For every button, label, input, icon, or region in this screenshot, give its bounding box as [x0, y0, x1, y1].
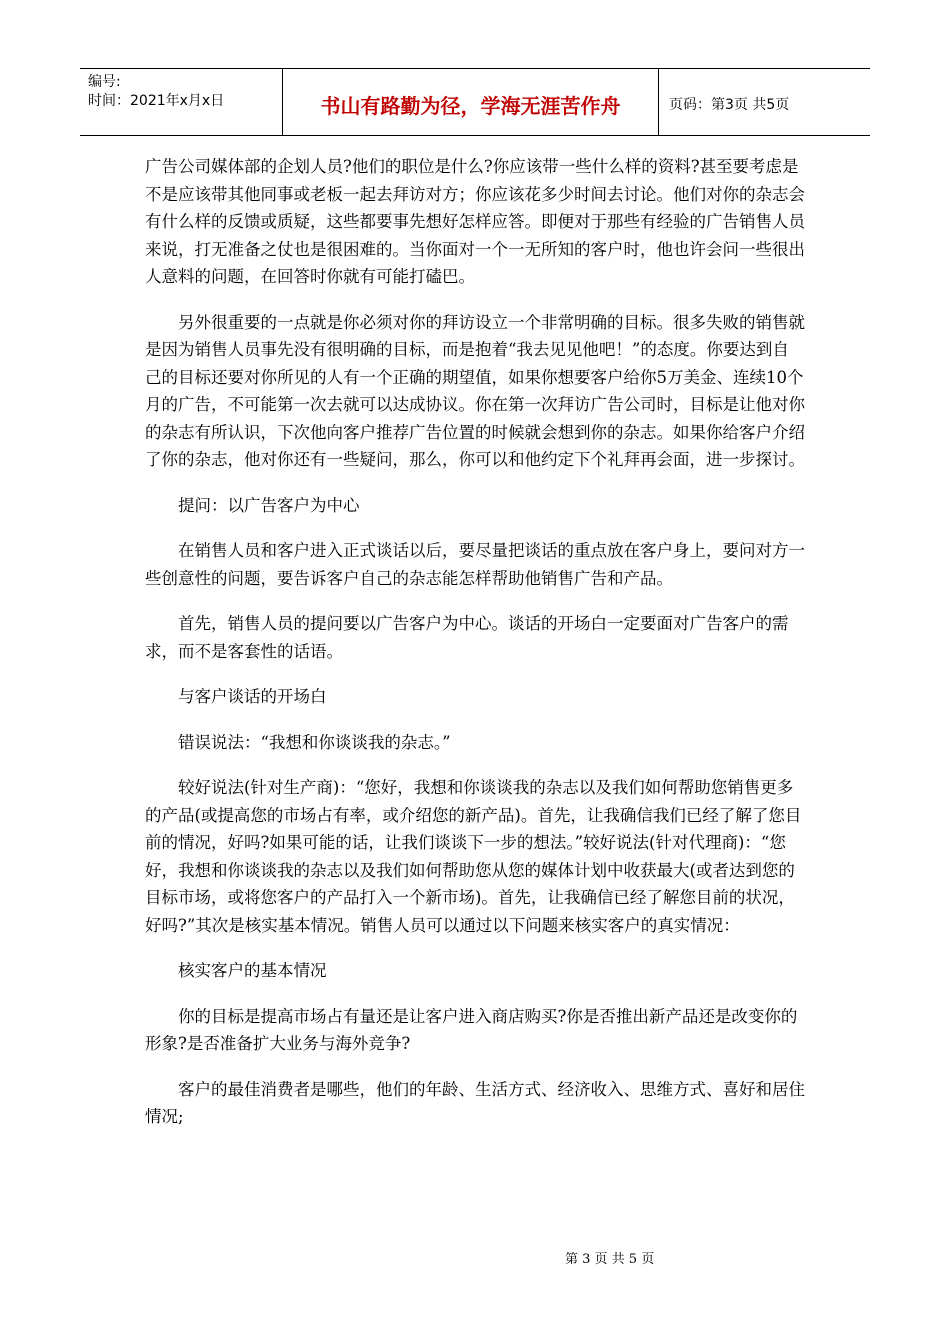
header-page-info: 页码：第3页 共5页: [669, 97, 790, 113]
document-body: [145, 153, 805, 1149]
section-heading: 与客户谈话的开场白: [178, 687, 327, 706]
header-meta: [80, 69, 283, 135]
body-paragraph: 你的目标是提高市场占有量还是让客户进入商店购买?你是否推出新产品还是改变你的形象?是否准备扩大业务与海外竞争?: [145, 1006, 798, 1053]
header-motto: 书山有路勤为径，学海无涯苦作舟: [283, 69, 659, 135]
serial-number-label: 编号:: [88, 74, 121, 90]
document-header: [80, 68, 870, 136]
page-footer: 第 3 页 共 5 页: [565, 1252, 655, 1267]
body-paragraph: 在销售人员和客户进入正式谈话以后，要尽量把谈话的重点放在客户身上，要问对方一些创意性的问题，要告诉客户自己的杂志能怎样帮助他销售广告和产品。: [145, 541, 805, 588]
section-heading: 提问：以广告客户为中心: [178, 495, 360, 515]
body-paragraph: 较好说法(针对生产商)：“您好，我想和你谈谈我的杂志以及我们如何帮助您销售更多的产品(或提高您的市场占有率，或介绍您的新产品)。首先，让我确信我们已经了解了您目前的情况，好吗?如果可能的话，让我们谈谈下一步的想法。”较好说法(针对代理商)：“您好，我想和你谈谈我的杂志以及我们如何帮助您从您的媒体计划中收获最大(或者达到您的目标市场，或将您客户的产品打入一个新市场)。首先，让我确信已经了解您目前的状况，好吗?”其次是核实基本情况。销售人员可以通过以下问题来核实客户的真实情况：: [145, 778, 802, 935]
date-label: 时间：2021年x月x日: [88, 93, 225, 109]
body-paragraph: 首先，销售人员的提问要以广告客户为中心。谈话的开场白一定要面对广告客户的需求，而不是客套性的话语。: [145, 614, 789, 661]
body-paragraph: 广告公司媒体部的企划人员?他们的职位是什么?你应该带一些什么样的资料?甚至要考虑是不是应该带其他同事或老板一起去拜访对方；你应该花多少时间去讨论。他们对你的杂志会有什么样的反馈或质疑，这些都要事先想好怎样应答。即便对于那些有经验的广告销售人员来说，打无准备之仗也是很困难的。当你面对一个一无所知的客户时，他也许会问一些很出人意料的问题，在回答时你就有可能打磕巴。: [145, 157, 805, 286]
body-paragraph: 客户的最佳消费者是哪些，他们的年龄、生活方式、经济收入、思维方式、喜好和居住情况;: [145, 1079, 805, 1126]
body-paragraph: 错误说法：“我想和你谈谈我的杂志。”: [178, 732, 451, 752]
section-heading: 核实客户的基本情况: [178, 961, 327, 980]
body-paragraph: 另外很重要的一点就是你必须对你的拜访设立一个非常明确的目标。很多失败的销售就是因为销售人员事先没有很明确的目标，而是抱着“我去见见他吧！”的态度。你要达到自己的目标还要对你所见的人有一个正确的期望值，如果你想要客户给你5万美金、连续10个月的广告，不可能第一次去就可以达成协议。你在第一次拜访广告公司时，目标是让他对你的杂志有所认识，下次他向客户推荐广告位置的时候就会想到你的杂志。如果你给客户介绍了你的杂志，他对你还有一些疑问，那么，你可以和他约定下个礼拜再会面，进一步探讨。: [145, 312, 805, 469]
